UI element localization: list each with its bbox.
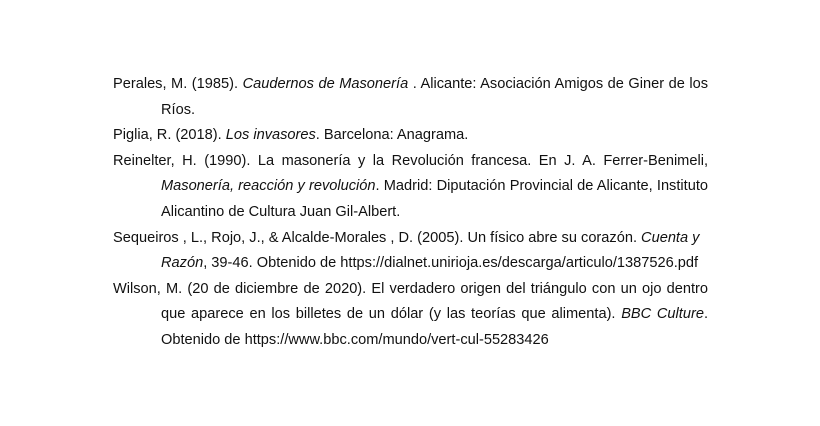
reference-publication: . Barcelona: Anagrama.: [315, 127, 469, 144]
reference-authors-date: Wilson, M. (20 de diciembre de 2020). El verdadero origen del triángulo con un ojo dentro que aparece en los billetes de un dólar (y las teorías que alimenta).: [113, 280, 708, 323]
reference-entry-perales: [113, 72, 708, 123]
reference-entry-piglia: [113, 123, 708, 149]
reference-authors-date: Reinelter, H. (1990). La masonería y la Revolución francesa. En J. A. Ferrer-Benimeli,: [113, 152, 708, 169]
reference-list: [113, 72, 708, 354]
reference-publication: . Obtenido de https://www.bbc.com/mundo/vert-cul-55283426: [161, 306, 708, 348]
reference-publication: . Madrid: Diputación Provincial de Alicante, Instituto Alicantino de Cultura Juan Gil-Albert.: [161, 178, 708, 220]
reference-title: Los invasores: [225, 127, 316, 144]
reference-authors-date: Perales, M. (1985).: [113, 76, 243, 92]
reference-title: BBC Culture: [621, 306, 704, 323]
reference-publication: . Alicante: Asociación Amigos de Giner de los Ríos.: [161, 76, 709, 118]
reference-publication: , 39-46. Obtenido de https://dialnet.unirioja.es/descarga/articulo/1387526.pdf: [203, 255, 699, 272]
reference-entry-sequeiros: [113, 226, 708, 277]
reference-title: Masonería, reacción y revolución: [161, 178, 376, 195]
reference-entry-wilson: [113, 277, 708, 354]
reference-entry-reinelter: [113, 149, 708, 226]
reference-title: Cuenta y Razón: [161, 229, 700, 272]
reference-title: Caudernos de Masonería: [242, 76, 409, 92]
reference-authors-date: Sequeiros , L., Rojo, J., & Alcalde-Morales , D. (2005). Un físico abre su corazón.: [113, 229, 642, 246]
reference-authors-date: Piglia, R. (2018).: [113, 127, 226, 144]
